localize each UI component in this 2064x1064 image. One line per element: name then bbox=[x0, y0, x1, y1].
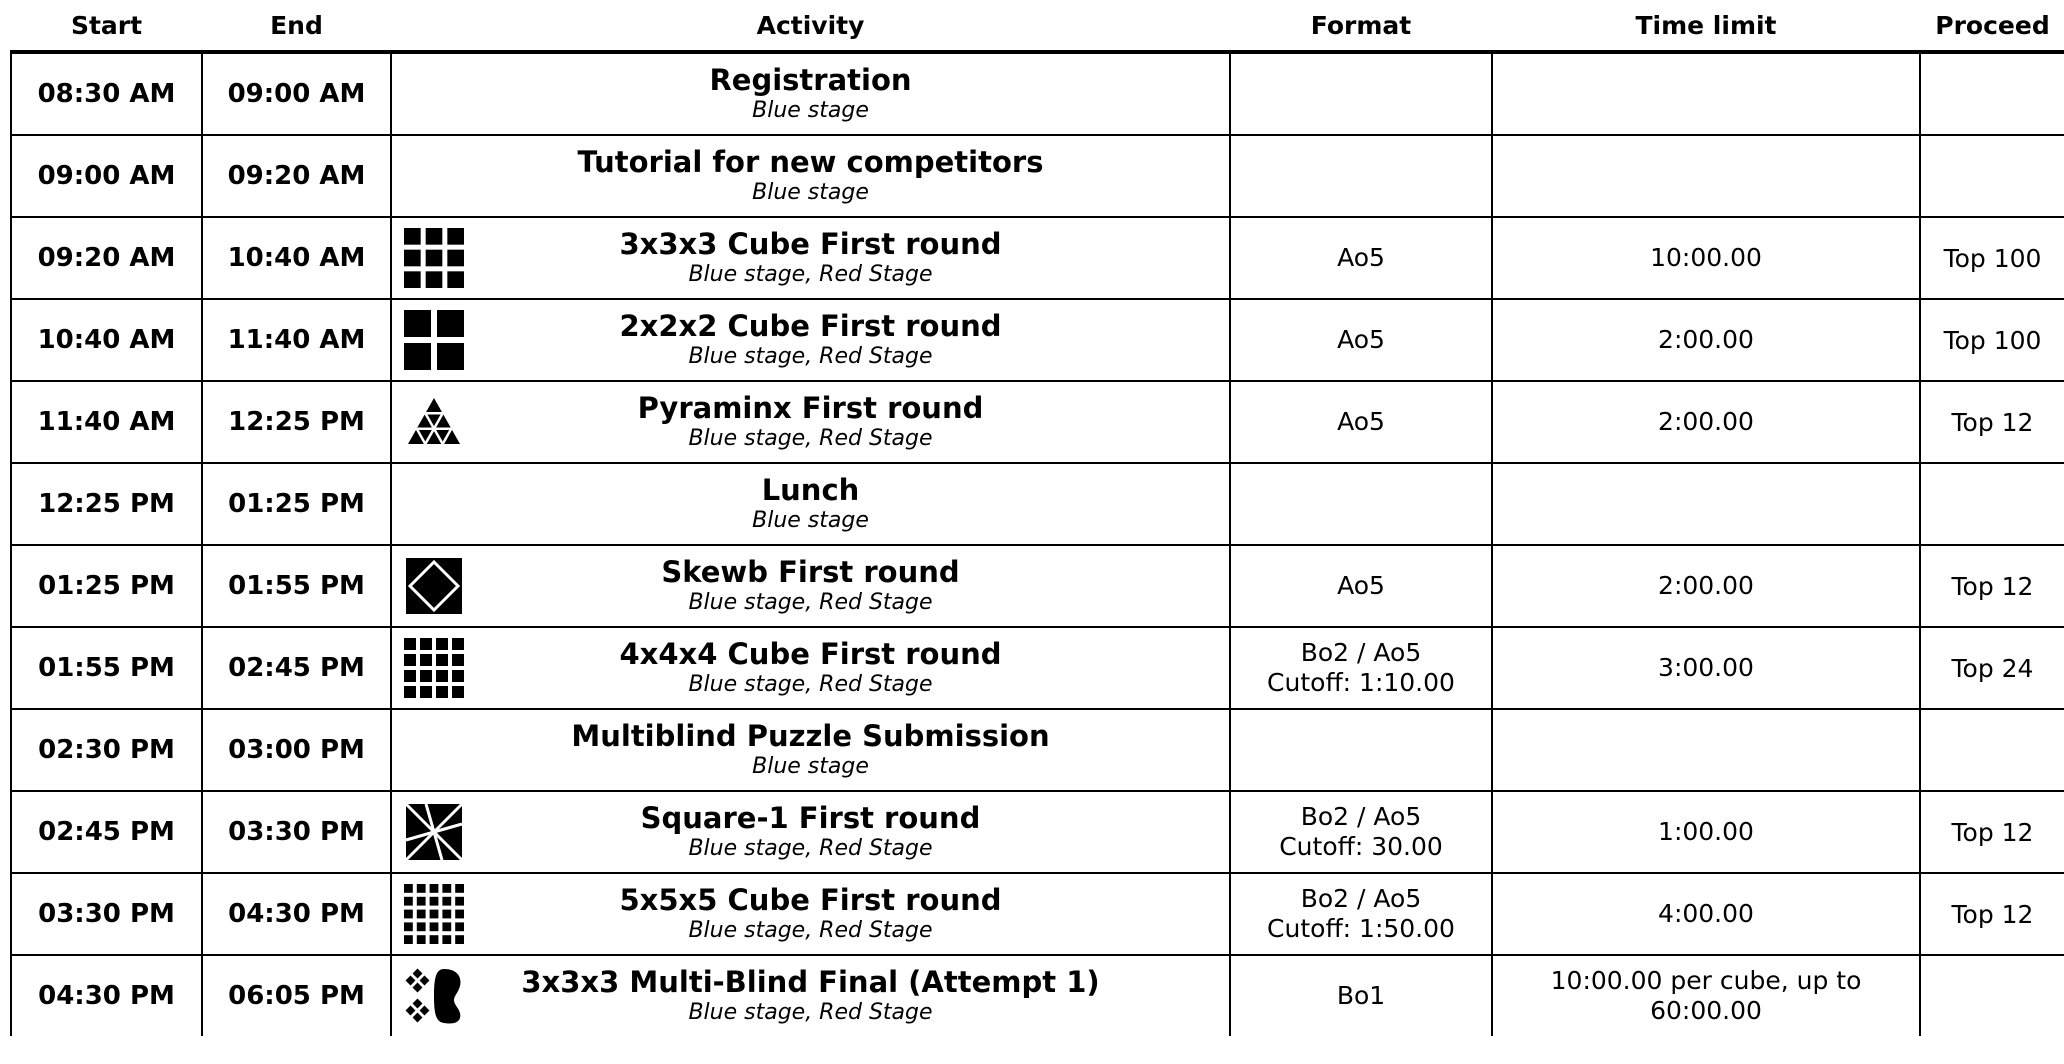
time-limit-cell bbox=[1492, 217, 1920, 299]
header-row bbox=[11, 0, 2064, 52]
table-row bbox=[11, 627, 2064, 709]
time-limit-cell bbox=[1492, 873, 1920, 955]
activity-cell bbox=[391, 52, 1230, 135]
activity-cell bbox=[391, 955, 1230, 1036]
format-cell bbox=[1230, 217, 1492, 299]
time-limit-cell bbox=[1492, 52, 1920, 135]
proceed-cell bbox=[1920, 463, 2064, 545]
cutoff-value: Cutoff: 1:50.00 bbox=[1267, 914, 1455, 943]
format-value: Ao5 bbox=[1337, 325, 1385, 354]
activity-name: Skewb First round bbox=[661, 555, 960, 589]
activity-room: Blue stage, Red Stage bbox=[688, 262, 933, 287]
format-cell bbox=[1230, 463, 1492, 545]
end-time: 12:25 PM bbox=[202, 381, 391, 463]
proceed-cell bbox=[1920, 955, 2064, 1036]
end-time: 02:45 PM bbox=[202, 627, 391, 709]
activity-room: Blue stage, Red Stage bbox=[688, 590, 933, 615]
proceed-cell bbox=[1920, 135, 2064, 217]
format-cell bbox=[1230, 955, 1492, 1036]
table-row bbox=[11, 873, 2064, 955]
pyraminx-icon bbox=[402, 390, 466, 454]
proceed-cell: Top 12 bbox=[1920, 791, 2064, 873]
format-value: Bo2 / Ao5 bbox=[1300, 638, 1422, 667]
activity-room: Blue stage bbox=[752, 180, 869, 205]
table-row bbox=[11, 463, 2064, 545]
format-cell bbox=[1230, 791, 1492, 873]
time-limit-value: 2:00.00 bbox=[1658, 325, 1754, 354]
activity-name: 3x3x3 Multi-Blind Final (Attempt 1) bbox=[521, 965, 1100, 999]
start-time: 09:00 AM bbox=[11, 135, 202, 217]
activity-cell bbox=[391, 381, 1230, 463]
header-proceed: Proceed bbox=[1920, 0, 2064, 52]
end-time: 01:25 PM bbox=[202, 463, 391, 545]
time-limit-cell bbox=[1492, 955, 1920, 1036]
time-limit-cell bbox=[1492, 381, 1920, 463]
activity-room: Blue stage, Red Stage bbox=[688, 426, 933, 451]
start-time: 01:55 PM bbox=[11, 627, 202, 709]
header-time-limit: Time limit bbox=[1492, 0, 1920, 52]
time-limit-cell bbox=[1492, 135, 1920, 217]
start-time: 01:25 PM bbox=[11, 545, 202, 627]
proceed-cell: Top 12 bbox=[1920, 873, 2064, 955]
proceed-cell: Top 12 bbox=[1920, 545, 2064, 627]
activity-cell bbox=[391, 709, 1230, 791]
activity-cell bbox=[391, 463, 1230, 545]
skewb-icon bbox=[402, 554, 466, 618]
format-cell bbox=[1230, 381, 1492, 463]
table-row bbox=[11, 791, 2064, 873]
table-row bbox=[11, 709, 2064, 791]
time-limit-value: 2:00.00 bbox=[1658, 571, 1754, 600]
time-limit-value: 4:00.00 bbox=[1658, 899, 1754, 928]
time-limit-value: 1:00.00 bbox=[1658, 817, 1754, 846]
format-cell bbox=[1230, 873, 1492, 955]
start-time: 02:30 PM bbox=[11, 709, 202, 791]
format-cell bbox=[1230, 545, 1492, 627]
header-start: Start bbox=[11, 0, 202, 52]
end-time: 04:30 PM bbox=[202, 873, 391, 955]
activity-name: Registration bbox=[709, 63, 912, 97]
proceed-cell: Top 100 bbox=[1920, 217, 2064, 299]
activity-name: Tutorial for new competitors bbox=[577, 145, 1044, 179]
time-limit-value: 10:00.00 per cube, up to bbox=[1550, 966, 1862, 995]
start-time: 11:40 AM bbox=[11, 381, 202, 463]
activity-cell bbox=[391, 873, 1230, 955]
end-time: 03:00 PM bbox=[202, 709, 391, 791]
proceed-cell: Top 24 bbox=[1920, 627, 2064, 709]
time-limit-cell bbox=[1492, 709, 1920, 791]
end-time: 03:30 PM bbox=[202, 791, 391, 873]
format-cell bbox=[1230, 135, 1492, 217]
table-row bbox=[11, 217, 2064, 299]
activity-room: Blue stage, Red Stage bbox=[688, 836, 933, 861]
start-time: 03:30 PM bbox=[11, 873, 202, 955]
activity-room: Blue stage, Red Stage bbox=[688, 672, 933, 697]
cutoff-value: Cutoff: 1:10.00 bbox=[1267, 668, 1455, 697]
format-value: Bo2 / Ao5 bbox=[1300, 802, 1422, 831]
schedule-body bbox=[11, 52, 2064, 1036]
multi-blind-icon bbox=[402, 964, 466, 1028]
time-limit-value: 10:00.00 bbox=[1650, 243, 1762, 272]
format-value: Bo1 bbox=[1336, 981, 1386, 1010]
cube-2x2-icon bbox=[402, 308, 466, 372]
activity-cell bbox=[391, 627, 1230, 709]
start-time: 12:25 PM bbox=[11, 463, 202, 545]
format-cell bbox=[1230, 299, 1492, 381]
start-time: 08:30 AM bbox=[11, 52, 202, 135]
start-time: 02:45 PM bbox=[11, 791, 202, 873]
cutoff-value: Cutoff: 30.00 bbox=[1279, 832, 1443, 861]
proceed-cell bbox=[1920, 52, 2064, 135]
table-row bbox=[11, 381, 2064, 463]
end-time: 09:00 AM bbox=[202, 52, 391, 135]
time-limit-value-cont: 60:00.00 bbox=[1650, 996, 1762, 1025]
format-cell bbox=[1230, 709, 1492, 791]
end-time: 10:40 AM bbox=[202, 217, 391, 299]
format-value: Ao5 bbox=[1337, 407, 1385, 436]
activity-name: Lunch bbox=[761, 473, 860, 507]
format-value: Ao5 bbox=[1337, 571, 1385, 600]
end-time: 09:20 AM bbox=[202, 135, 391, 217]
cube-5x5-icon bbox=[402, 882, 466, 946]
end-time: 01:55 PM bbox=[202, 545, 391, 627]
table-row bbox=[11, 52, 2064, 135]
time-limit-cell bbox=[1492, 299, 1920, 381]
proceed-cell: Top 12 bbox=[1920, 381, 2064, 463]
activity-cell bbox=[391, 545, 1230, 627]
activity-name: 4x4x4 Cube First round bbox=[619, 637, 1002, 671]
activity-name: Pyraminx First round bbox=[637, 391, 984, 425]
end-time: 11:40 AM bbox=[202, 299, 391, 381]
start-time: 04:30 PM bbox=[11, 955, 202, 1036]
format-cell bbox=[1230, 52, 1492, 135]
start-time: 09:20 AM bbox=[11, 217, 202, 299]
time-limit-cell bbox=[1492, 791, 1920, 873]
format-value: Bo2 / Ao5 bbox=[1300, 884, 1422, 913]
table-row bbox=[11, 955, 2064, 1036]
activity-cell bbox=[391, 135, 1230, 217]
cube-3x3-icon bbox=[402, 226, 466, 290]
header-end: End bbox=[202, 0, 391, 52]
time-limit-cell bbox=[1492, 463, 1920, 545]
activity-cell bbox=[391, 299, 1230, 381]
activity-room: Blue stage bbox=[752, 508, 869, 533]
table-row bbox=[11, 299, 2064, 381]
time-limit-cell bbox=[1492, 627, 1920, 709]
square-1-icon bbox=[402, 800, 466, 864]
header-activity: Activity bbox=[391, 0, 1230, 52]
activity-cell bbox=[391, 791, 1230, 873]
start-time: 10:40 AM bbox=[11, 299, 202, 381]
proceed-cell bbox=[1920, 709, 2064, 791]
activity-room: Blue stage bbox=[752, 98, 869, 123]
activity-name: 5x5x5 Cube First round bbox=[619, 883, 1002, 917]
table-row bbox=[11, 135, 2064, 217]
cube-4x4-icon bbox=[402, 636, 466, 700]
activity-room: Blue stage, Red Stage bbox=[688, 1000, 933, 1025]
end-time: 06:05 PM bbox=[202, 955, 391, 1036]
activity-room: Blue stage, Red Stage bbox=[688, 344, 933, 369]
format-value: Ao5 bbox=[1337, 243, 1385, 272]
proceed-cell: Top 100 bbox=[1920, 299, 2064, 381]
time-limit-value: 3:00.00 bbox=[1658, 653, 1754, 682]
activity-room: Blue stage bbox=[752, 754, 869, 779]
activity-name: 2x2x2 Cube First round bbox=[619, 309, 1002, 343]
activity-name: Square-1 First round bbox=[640, 801, 981, 835]
activity-name: Multiblind Puzzle Submission bbox=[571, 719, 1050, 753]
activity-cell bbox=[391, 217, 1230, 299]
activity-room: Blue stage, Red Stage bbox=[688, 918, 933, 943]
time-limit-value: 2:00.00 bbox=[1658, 407, 1754, 436]
schedule-table bbox=[10, 0, 2064, 1036]
time-limit-cell bbox=[1492, 545, 1920, 627]
format-cell bbox=[1230, 627, 1492, 709]
header-format: Format bbox=[1230, 0, 1492, 52]
table-row bbox=[11, 545, 2064, 627]
activity-name: 3x3x3 Cube First round bbox=[619, 227, 1002, 261]
